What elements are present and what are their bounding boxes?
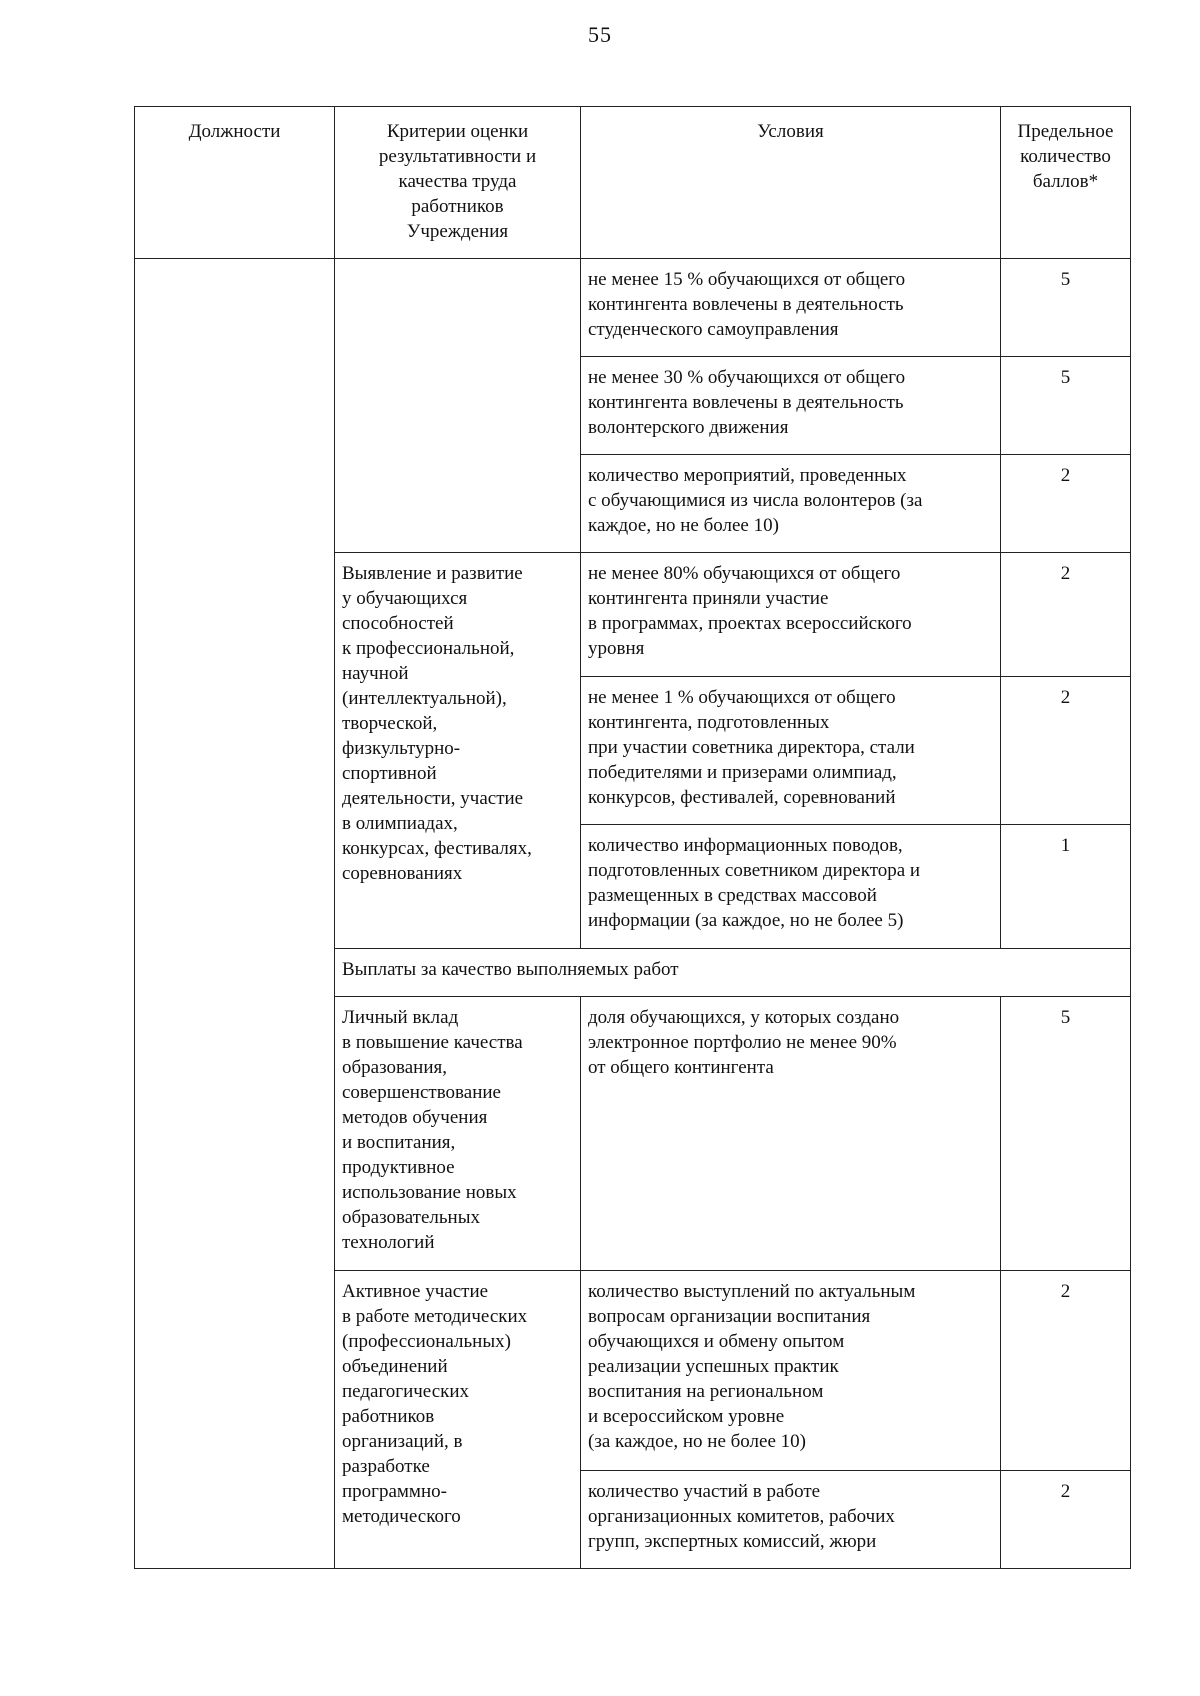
points-cell: 2 (1001, 1471, 1131, 1569)
condition-cell: не менее 80% обучающихся от общего контингента приняли участие в программах, проектах всероссийского уровня (581, 553, 1001, 677)
condition-cell: не менее 1 % обучающихся от общего контингента, подготовленных при участии советника директора, стали победителями и призерами олимпиад, конкурсов, фестивалей, соревнований (581, 677, 1001, 825)
condition-cell: количество информационных поводов, подготовленных советником директора и размещенных в средствах массовой информации (за каждое, но не более 5) (581, 825, 1001, 949)
criterion-cell: Активное участие в работе методических (профессиональных) объединений педагогических работников организаций, в разработке программно- методического (335, 1271, 581, 1569)
page-number: 55 (588, 22, 612, 47)
points-cell: 1 (1001, 825, 1131, 949)
criterion-cell: Выявление и развитие у обучающихся способностей к профессиональной, научной (интеллектуальной), творческой, физкультурно- спортивной деятельности, участие в олимпиадах, конкурсах, фестивалях, соревнованиях (335, 553, 581, 949)
position-cell (135, 259, 335, 1569)
points-cell: 5 (1001, 997, 1131, 1271)
points-cell: 5 (1001, 357, 1131, 455)
criterion-cell-empty (335, 259, 581, 553)
points-cell: 2 (1001, 677, 1131, 825)
points-cell: 2 (1001, 455, 1131, 553)
condition-cell: не менее 15 % обучающихся от общего контингента вовлечены в деятельность студенческого самоуправления (581, 259, 1001, 357)
criterion-cell: Личный вклад в повышение качества образования, совершенствование методов обучения и воспитания, продуктивное использование новых образовательных технологий (335, 997, 581, 1271)
header-criteria: Критерии оценки результативности и качества труда работников Учреждения (335, 107, 581, 259)
condition-cell: не менее 30 % обучающихся от общего контингента вовлечены в деятельность волонтерского движения (581, 357, 1001, 455)
condition-cell: количество участий в работе организационных комитетов, рабочих групп, экспертных комиссий, жюри (581, 1471, 1001, 1569)
header-position: Должности (135, 107, 335, 259)
header-max-points: Предельное количество баллов* (1001, 107, 1131, 259)
criteria-table (134, 106, 1131, 1569)
condition-cell: доля обучающихся, у которых создано электронное портфолио не менее 90% от общего контингента (581, 997, 1001, 1271)
header-conditions: Условия (581, 107, 1001, 259)
points-cell: 2 (1001, 1271, 1131, 1471)
section-heading: Выплаты за качество выполняемых работ (335, 949, 1131, 997)
condition-cell: количество выступлений по актуальным вопросам организации воспитания обучающихся и обмену опытом реализации успешных практик воспитания на региональном и всероссийском уровне (за каждое, но не более 10) (581, 1271, 1001, 1471)
points-cell: 2 (1001, 553, 1131, 677)
table-header-row (135, 107, 1131, 259)
points-cell: 5 (1001, 259, 1131, 357)
table-row (135, 259, 1131, 357)
condition-cell: количество мероприятий, проведенных с обучающимися из числа волонтеров (за каждое, но не более 10) (581, 455, 1001, 553)
